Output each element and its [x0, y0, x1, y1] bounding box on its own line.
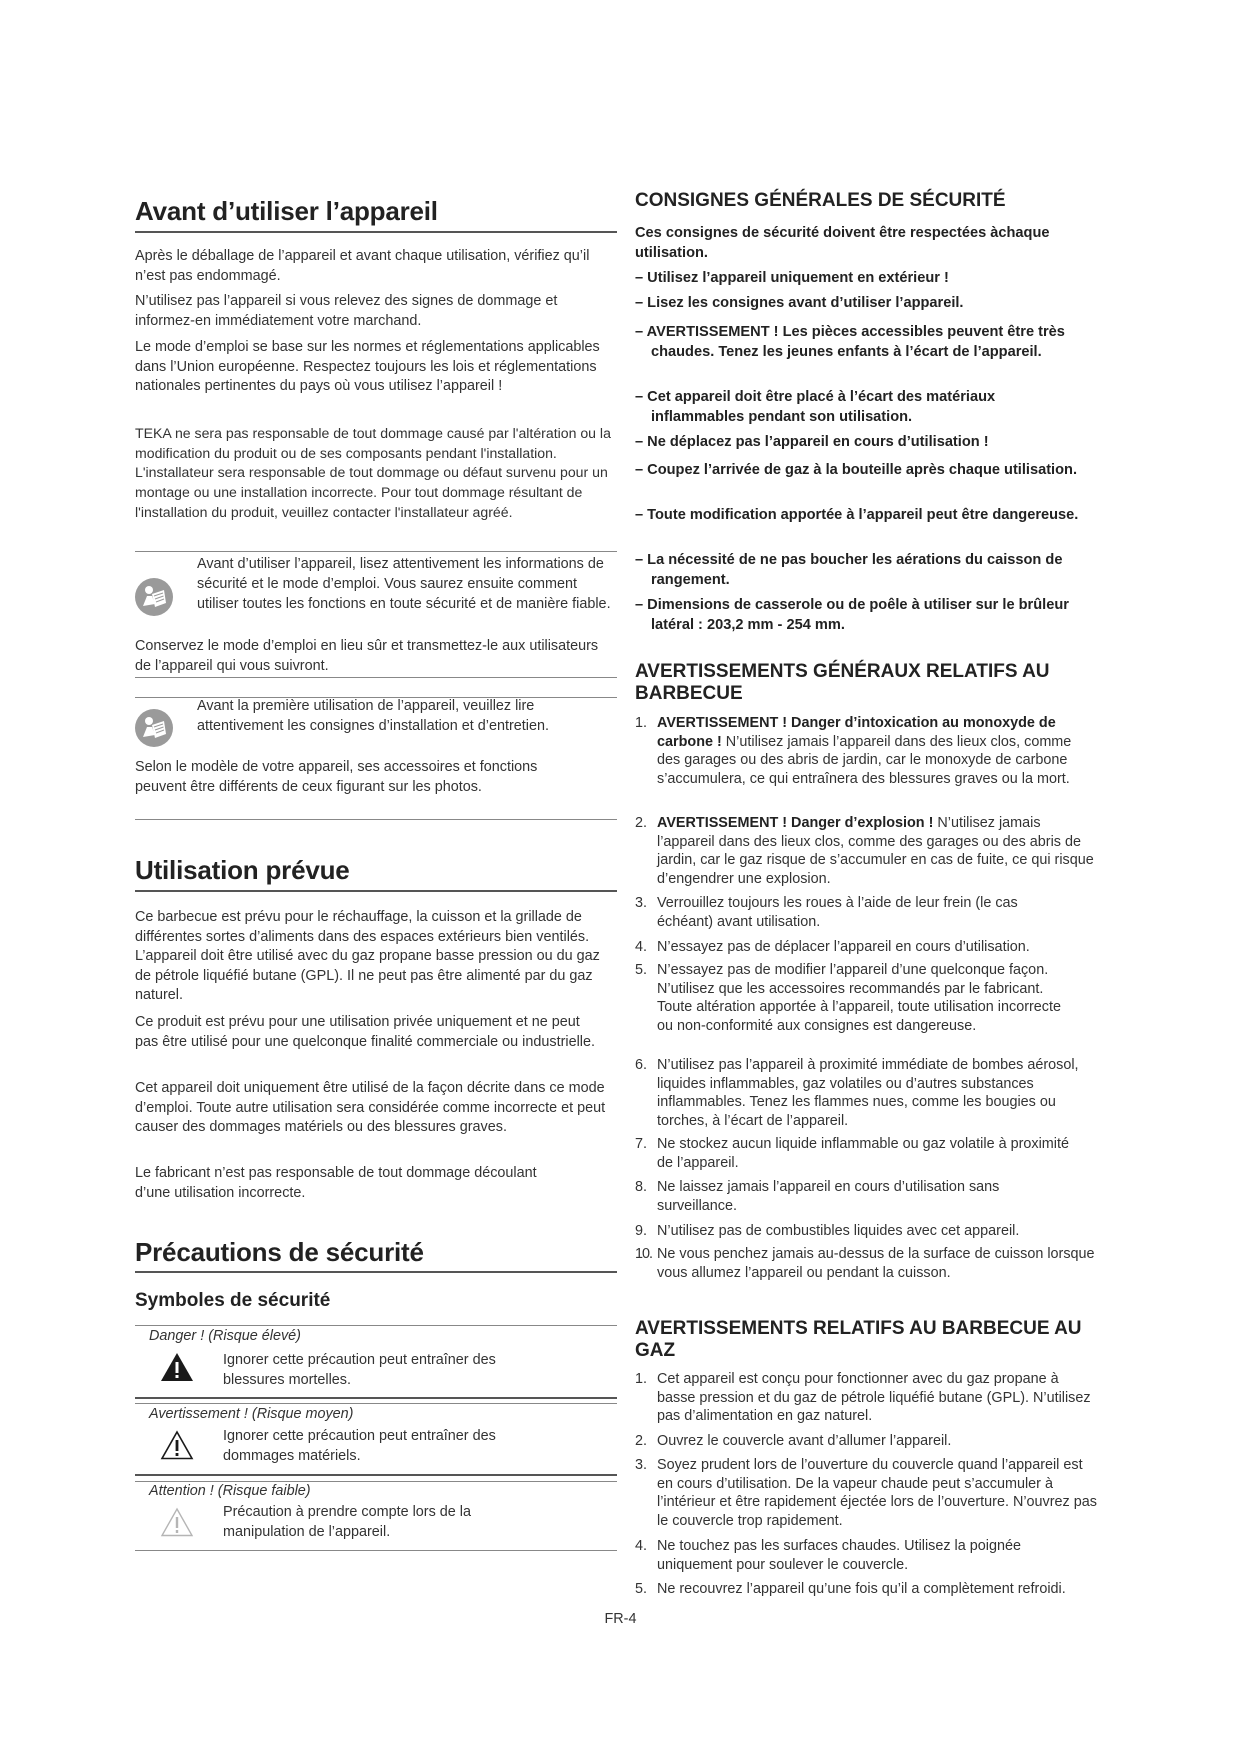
item-text: N’utilisez pas l’appareil à proximité immédiate de bombes aérosol, liquides inflammables, gaz volatiles ou d’autres substances inflammables. Tenez les flammes nues, comme les bougies ou torches, à l’écart de l’appareil. [657, 1057, 1079, 1129]
item-number: 3. [635, 895, 648, 911]
item-text [657, 714, 1095, 788]
list-item [635, 1432, 1095, 1451]
section-title-consignes: CONSIGNES GÉNÉRALES DE SÉCURITÉ [635, 190, 1006, 211]
list-item: – Utilisez l’appareil uniquement en extérieur ! [635, 270, 949, 286]
section-title-utilisation: Utilisation prévue [135, 855, 350, 885]
item-number: 10. [635, 1246, 653, 1262]
item-text: Soyez prudent lors de l’ouverture du couvercle quand l’appareil est en cours d’utilisation. De la vapeur chaude peut s’accumuler à l’intérieur et être rapidement éjectée lors de l’ouverture. N’ouvrez pas le couvercle trop rapidement. [657, 1457, 1097, 1529]
item-text: Ne recouvrez l’appareil qu’une fois qu’il a complètement refroidi. [657, 1581, 1066, 1597]
list-item [635, 814, 1095, 888]
list-item [635, 1222, 1095, 1241]
item-number: 5. [635, 1581, 648, 1597]
divider [135, 1550, 617, 1551]
section-title-barbecue: AVERTISSEMENTS GÉNÉRAUX RELATIFS AU BARBECUE [635, 661, 1050, 704]
divider [135, 231, 617, 233]
item-number: 4. [635, 1538, 648, 1554]
item-number: 7. [635, 1136, 648, 1152]
list-item [635, 961, 1080, 1035]
list-item: – Dimensions de casserole ou de poêle à utiliser sur le brûleur latéral : 203,2 mm - 254 mm. [635, 597, 1069, 633]
item-body: N’utilisez jamais l’appareil dans des lieux clos, comme des garages ou des abris de jardin, car le monoxyde de carbone s’accumulera, ce qui entraînera des blessures graves ou la mort. [657, 733, 1072, 787]
paragraph: Le mode d’emploi se base sur les normes et réglementations applicables dans l’Union européenne. Respectez toujours les lois et réglementations nationales pertinentes du pays où vous utilisez l’appareil ! [135, 339, 600, 394]
item-number: 8. [635, 1179, 648, 1195]
warning-heading: Avertissement ! (Risque moyen) [149, 1406, 354, 1422]
danger-heading: Danger ! (Risque élevé) [149, 1328, 301, 1344]
paragraph: Cet appareil doit uniquement être utilisé de la façon décrite dans ce mode d’emploi. Toute autre utilisation sera considérée comme incorrecte et peut causer des dommages matériels ou des blessures graves. [135, 1080, 606, 1135]
section-title-avant: Avant d’utiliser l’appareil [135, 196, 438, 226]
paragraph: Le fabricant n’est pas responsable de tout dommage découlant d’une utilisation incorrecte. [135, 1165, 537, 1201]
manual-reader-icon [135, 578, 173, 616]
page-number: FR-4 [604, 1611, 637, 1627]
list-item: – Cet appareil doit être placé à l’écart des matériaux inflammables pendant son utilisation. [635, 389, 996, 425]
list-item [635, 1056, 1095, 1130]
item-text: Ne touchez pas les surfaces chaudes. Utilisez la poignée uniquement pour soulever le couvercle. [657, 1538, 1021, 1573]
divider [135, 890, 617, 892]
paragraph: Après le déballage de l’appareil et avant chaque utilisation, vérifiez qu’il n’est pas endommagé. [135, 248, 590, 284]
list-item: – Ne déplacez pas l’appareil en cours d’utilisation ! [635, 434, 989, 450]
divider [135, 551, 617, 552]
item-number: 2. [635, 815, 648, 831]
item-text: Ouvrez le couvercle avant d’allumer l’appareil. [657, 1433, 952, 1449]
item-text: Ne vous penchez jamais au-dessus de la surface de cuisson lorsque vous allumez l’appareil ou pendant la cuisson. [657, 1246, 1095, 1281]
item-number: 3. [635, 1457, 648, 1473]
item-text: Cet appareil est conçu pour fonctionner avec du gaz propane à basse pression et du gaz de pétrole liquéfié butane (GPL). N’utilisez pas d’alimentation en gaz naturel. [657, 1371, 1091, 1425]
item-bold: AVERTISSEMENT ! Danger d’explosion ! [657, 815, 934, 831]
paragraph: Conservez le mode d’emploi en lieu sûr et transmettez-le aux utilisateurs de l’appareil qui vous suivront. [135, 638, 599, 674]
list-item [635, 1537, 1090, 1574]
section-title-gaz: AVERTISSEMENTS RELATIFS AU BARBECUE AU GAZ [635, 1318, 1082, 1361]
item-text: N’essayez pas de modifier l’appareil d’une quelconque façon. N’utilisez que les accessoires recommandés par le fabricant. Toute altération apportée à l’appareil, toute utilisation incorrecte ou non-conformité aux consignes est dangereuse. [657, 962, 1061, 1034]
list-item: – AVERTISSEMENT ! Les pièces accessibles peuvent être très chaudes. Tenez les jeunes enfants à l’écart de l’appareil. [635, 324, 1065, 360]
divider [135, 1271, 617, 1273]
list-item: – Coupez l’arrivée de gaz à la bouteille après chaque utilisation. [635, 462, 1077, 478]
list-item [635, 1135, 1075, 1172]
note-text: Avant la première utilisation de l’appareil, veuillez lire attentivement les consignes d’installation et d’entretien. [197, 698, 549, 734]
divider [135, 819, 617, 820]
item-number: 1. [635, 715, 648, 731]
list-item [635, 894, 1075, 931]
paragraph: TEKA ne sera pas responsable de tout dommage causé par l'altération ou la modification du produit ou de ses composants pendant l'installation. L'installateur sera responsable de tout dommage ou défaut survenu pour un montage ou une installation incorrecte. Pour tout dommage résultant de l'installation du produit, veuillez contacter l'installateur agréé. [135, 425, 611, 520]
divider [135, 1403, 617, 1404]
list-item: – Toute modification apportée à l’appareil peut être dangereuse. [635, 507, 1079, 523]
divider [135, 677, 617, 678]
danger-text: Ignorer cette précaution peut entraîner des blessures mortelles. [223, 1352, 496, 1388]
item-text: N’utilisez pas de combustibles liquides avec cet appareil. [657, 1223, 1020, 1239]
warning-icon [160, 1430, 194, 1460]
paragraph: N’utilisez pas l’appareil si vous relevez des signes de dommage et informez-en immédiatement votre marchand. [135, 293, 558, 329]
item-text: N’essayez pas de déplacer l’appareil en cours d’utilisation. [657, 939, 1030, 955]
consignes-intro: Ces consignes de sécurité doivent être respectées àchaque utilisation. [635, 225, 1050, 261]
list-item [635, 938, 1095, 957]
item-number: 5. [635, 962, 648, 978]
item-body: N’utilisez jamais l’appareil dans des lieux clos, comme des garages ou des abris de jardin, car le gaz risque de s’accumuler en cas de fuite, ce qui risque d’engendrer une explosion. [657, 815, 1094, 887]
paragraph: Ce produit est prévu pour une utilisation privée uniquement et ne peut pas être utilisé pour une quelconque finalité commerciale ou industrielle. [135, 1014, 595, 1050]
item-text: Verrouillez toujours les roues à l’aide de leur frein (le cas échéant) avant utilisation. [657, 895, 1018, 930]
list-item [635, 1178, 1075, 1215]
danger-icon [160, 1352, 194, 1382]
item-number: 2. [635, 1433, 648, 1449]
item-number: 1. [635, 1371, 648, 1387]
item-number: 9. [635, 1223, 648, 1239]
list-item [635, 1580, 1090, 1599]
divider [135, 1397, 617, 1399]
divider [135, 1325, 617, 1326]
paragraph: Ce barbecue est prévu pour le réchauffage, la cuisson et la grillade de différentes sortes d’aliments dans des espaces extérieurs bien ventilés. L’appareil doit être utilisé avec du gaz propane basse pression ou du gaz de pétrole liquéfié butane (GPL). Il ne peut pas être alimenté par du gaz naturel. [135, 909, 600, 1003]
list-item: – La nécessité de ne pas boucher les aérations du caisson de rangement. [635, 552, 1063, 588]
warning-text: Ignorer cette précaution peut entraîner des dommages matériels. [223, 1428, 496, 1464]
divider [135, 1481, 617, 1482]
item-number: 6. [635, 1057, 648, 1073]
item-text: Ne laissez jamais l’appareil en cours d’utilisation sans surveillance. [657, 1179, 1000, 1214]
section-title-precautions: Précautions de sécurité [135, 1237, 424, 1267]
item-text [657, 814, 1095, 888]
attention-text: Précaution à prendre compte lors de la manipulation de l’appareil. [223, 1504, 471, 1540]
divider [135, 1474, 617, 1476]
list-item [635, 714, 1095, 788]
list-item [635, 1245, 1095, 1282]
list-item: – Lisez les consignes avant d’utiliser l’appareil. [635, 295, 964, 311]
note-text: Avant d’utiliser l’appareil, lisez attentivement les informations de sécurité et le mode d’emploi. Vous saurez ensuite comment utiliser toutes les fonctions en toute sécurité et de manière fiable. [197, 556, 611, 612]
item-text: Ne stockez aucun liquide inflammable ou gaz volatile à proximité de l’appareil. [657, 1136, 1069, 1171]
subsection-title: Symboles de sécurité [135, 1290, 331, 1311]
attention-heading: Attention ! (Risque faible) [149, 1483, 311, 1499]
paragraph: Selon le modèle de votre appareil, ses accessoires et fonctions peuvent être différents de ceux figurant sur les photos. [135, 759, 538, 795]
caution-icon [160, 1507, 194, 1537]
list-item [635, 1456, 1100, 1530]
item-bold: AVERTISSEMENT ! Danger d’intoxication au monoxyde de carbone ! [657, 715, 1056, 750]
list-item [635, 1370, 1100, 1426]
item-number: 4. [635, 939, 648, 955]
manual-reader-icon [135, 709, 173, 747]
